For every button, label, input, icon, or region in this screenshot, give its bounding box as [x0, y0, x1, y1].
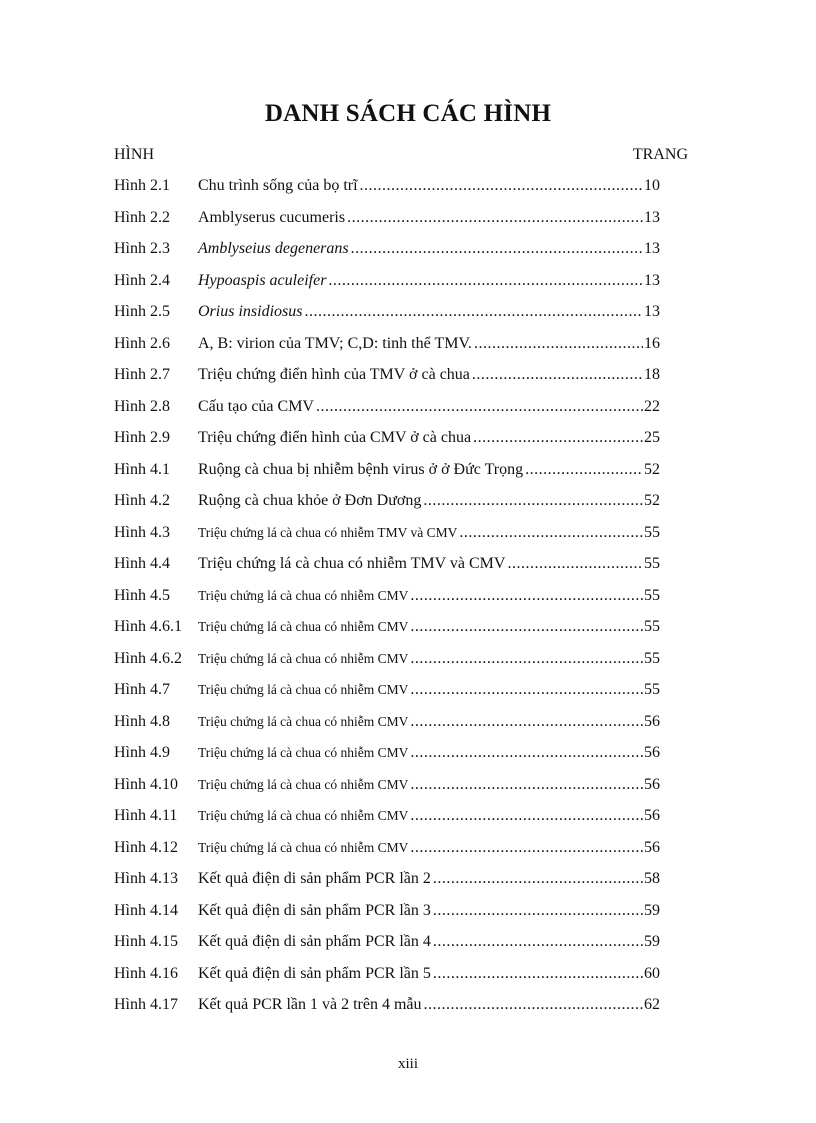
figure-page-number: 59 [644, 901, 660, 919]
figure-label: Hình 4.13 [114, 870, 178, 887]
figure-caption: Triệu chứng lá cà chua có nhiễm CMV [198, 587, 409, 603]
dot-leader [424, 995, 643, 1015]
list-item[interactable] [114, 869, 660, 901]
list-item[interactable] [114, 901, 660, 933]
list-item[interactable] [114, 554, 660, 586]
figure-page-number: 56 [644, 712, 660, 730]
dot-leader [423, 491, 643, 511]
dot-leader [410, 680, 643, 700]
figure-caption: Triệu chứng điển hình của TMV ở cà chua [198, 366, 470, 383]
list-item[interactable] [114, 239, 660, 271]
list-item[interactable] [114, 712, 660, 744]
list-item[interactable] [114, 460, 660, 492]
figure-caption: Kết quả PCR lần 1 và 2 trên 4 mẫu [198, 996, 422, 1013]
dot-leader [459, 523, 643, 543]
figure-caption: Kết quả điện di sản phẩm PCR lần 3 [198, 901, 431, 919]
figure-label: Hình 4.15 [114, 933, 178, 950]
figure-label: Hình 4.14 [114, 901, 178, 919]
figure-caption: Ruộng cà chua bị nhiễm bệnh virus ở ở Đức Trọng [198, 460, 524, 478]
figure-caption: Triệu chứng lá cà chua có nhiễm CMV [198, 650, 409, 666]
figure-label: Hình 4.9 [114, 744, 170, 761]
figure-label: Hình 4.1 [114, 460, 170, 478]
list-item[interactable] [114, 964, 660, 996]
figure-label: Hình 4.11 [114, 807, 178, 824]
figure-caption: Ruộng cà chua khỏe ở Đơn Dương [198, 492, 422, 509]
list-item[interactable] [114, 397, 660, 429]
dot-leader [304, 302, 643, 322]
figure-page-number: 55 [644, 649, 660, 667]
list-item[interactable] [114, 775, 660, 807]
column-header-figure: HÌNH [114, 146, 154, 163]
list-item[interactable] [114, 523, 660, 555]
figure-page-number: 60 [644, 964, 660, 982]
figure-page-number: 13 [644, 271, 660, 289]
figure-caption: A, B: virion của TMV; C,D: tinh thể TMV. [198, 334, 472, 352]
list-item[interactable] [114, 586, 660, 618]
list-item[interactable] [114, 271, 660, 303]
figure-page-number: 55 [644, 523, 660, 541]
figure-label: Hình 2.3 [114, 240, 170, 257]
figure-page-number: 56 [644, 744, 660, 761]
figure-label: Hình 4.3 [114, 523, 170, 541]
dot-leader [433, 932, 643, 952]
dot-leader [410, 838, 643, 858]
figure-label: Hình 2.1 [114, 177, 170, 194]
figure-page-number: 10 [644, 177, 660, 194]
figure-label: Hình 2.6 [114, 334, 170, 352]
list-item[interactable] [114, 806, 660, 838]
figure-label: Hình 4.6.1 [114, 618, 182, 635]
dot-leader [433, 869, 643, 889]
figure-page-number: 25 [644, 429, 660, 446]
figure-label: Hình 4.2 [114, 492, 170, 509]
list-item[interactable] [114, 491, 660, 523]
dot-leader [472, 365, 643, 385]
figure-caption: Triệu chứng lá cà chua có nhiễm CMV [198, 619, 409, 634]
dot-leader [474, 334, 643, 354]
list-item[interactable] [114, 932, 660, 964]
list-item[interactable] [114, 743, 660, 775]
figure-caption: Amblyseius degenerans [198, 240, 349, 257]
figure-page-number: 59 [644, 933, 660, 950]
dot-leader [360, 176, 643, 196]
figure-label: Hình 4.8 [114, 712, 170, 730]
figure-label: Hình 4.4 [114, 555, 170, 572]
list-item[interactable] [114, 838, 660, 870]
figure-label: Hình 4.7 [114, 681, 170, 698]
list-item[interactable] [114, 334, 660, 366]
figure-label: Hình 2.5 [114, 303, 170, 320]
dot-leader [328, 271, 643, 291]
dot-leader [351, 239, 643, 259]
dot-leader [410, 712, 643, 732]
figure-page-number: 58 [644, 870, 660, 887]
figure-page-number: 13 [644, 303, 660, 320]
figure-caption: Kết quả điện di sản phẩm PCR lần 4 [198, 933, 431, 950]
figure-caption: Hypoaspis aculeifer [198, 271, 327, 289]
page-number: xiii [397, 1056, 418, 1072]
figure-label: Hình 2.7 [114, 366, 170, 383]
figure-caption: Triệu chứng lá cà chua có nhiễm CMV [198, 839, 409, 855]
figure-page-number: 18 [644, 366, 660, 383]
dot-leader [473, 428, 643, 448]
figure-label: Hình 4.5 [114, 586, 170, 604]
list-item[interactable] [114, 302, 660, 334]
figure-caption: Kết quả điện di sản phẩm PCR lần 2 [198, 870, 431, 887]
figure-page-number: 55 [644, 681, 660, 698]
figure-caption: Triệu chứng lá cà chua có nhiễm CMV [198, 745, 409, 760]
figure-label: Hình 2.9 [114, 429, 170, 446]
figure-caption: Triệu chứng lá cà chua có nhiễm CMV [198, 776, 409, 792]
figure-label: Hình 2.8 [114, 397, 170, 415]
dot-leader [410, 743, 643, 763]
figure-page-number: 16 [644, 334, 660, 352]
column-headers [114, 146, 688, 166]
figure-caption: Triệu chứng điển hình của CMV ở cà chua [198, 429, 472, 446]
figure-caption: Triệu chứng lá cà chua có nhiễm CMV [198, 682, 409, 697]
dot-leader [410, 806, 643, 826]
dot-leader [525, 460, 643, 480]
figure-page-number: 52 [644, 460, 660, 478]
figure-caption: Triệu chứng lá cà chua có nhiễm TMV và CMV [198, 524, 458, 540]
figure-page-number: 56 [644, 807, 660, 824]
list-item[interactable] [114, 617, 660, 649]
column-header-page: TRANG [632, 146, 688, 163]
figure-page-number: 55 [644, 555, 660, 572]
dot-leader [410, 649, 643, 669]
dot-leader [433, 901, 643, 921]
figure-label: Hình 4.12 [114, 838, 178, 856]
dot-leader [410, 775, 643, 795]
figure-caption: Chu trình sống của bọ trĩ [198, 177, 358, 194]
dot-leader [433, 964, 643, 984]
list-item[interactable] [114, 680, 660, 712]
figure-caption: Triệu chứng lá cà chua có nhiễm TMV và CMV [198, 555, 506, 572]
figure-page-number: 52 [644, 492, 660, 509]
dot-leader [507, 554, 643, 574]
list-item[interactable] [114, 995, 660, 1027]
figure-label: Hình 4.6.2 [114, 649, 182, 667]
figure-list [114, 176, 660, 1027]
dot-leader [316, 397, 643, 417]
figure-page-number: 55 [644, 618, 660, 635]
figure-page-number: 55 [644, 586, 660, 604]
dot-leader [347, 208, 643, 228]
figure-label: Hình 4.17 [114, 996, 178, 1013]
figure-label: Hình 4.16 [114, 964, 178, 982]
list-item[interactable] [114, 176, 660, 208]
figure-caption: Cấu tạo của CMV [198, 397, 314, 415]
page-title: DANH SÁCH CÁC HÌNH [264, 100, 552, 127]
figure-caption: Amblyserus cucumeris [198, 208, 346, 226]
figure-page-number: 56 [644, 775, 660, 793]
list-item[interactable] [114, 208, 660, 240]
figure-page-number: 13 [644, 208, 660, 226]
list-item[interactable] [114, 649, 660, 681]
figure-page-number: 13 [644, 240, 660, 257]
figure-label: Hình 4.10 [114, 775, 178, 793]
figure-label: Hình 2.2 [114, 208, 170, 226]
figure-page-number: 56 [644, 838, 660, 856]
figure-caption: Orius insidiosus [198, 303, 303, 320]
figure-page-number: 62 [644, 996, 660, 1013]
figure-page-number: 22 [644, 397, 660, 415]
figure-caption: Triệu chứng lá cà chua có nhiễm CMV [198, 808, 409, 823]
dot-leader [410, 586, 643, 606]
list-item[interactable] [114, 428, 660, 460]
figure-caption: Kết quả điện di sản phẩm PCR lần 5 [198, 964, 431, 982]
dot-leader [410, 617, 643, 637]
figure-caption: Triệu chứng lá cà chua có nhiễm CMV [198, 713, 409, 729]
list-item[interactable] [114, 365, 660, 397]
figure-label: Hình 2.4 [114, 271, 170, 289]
